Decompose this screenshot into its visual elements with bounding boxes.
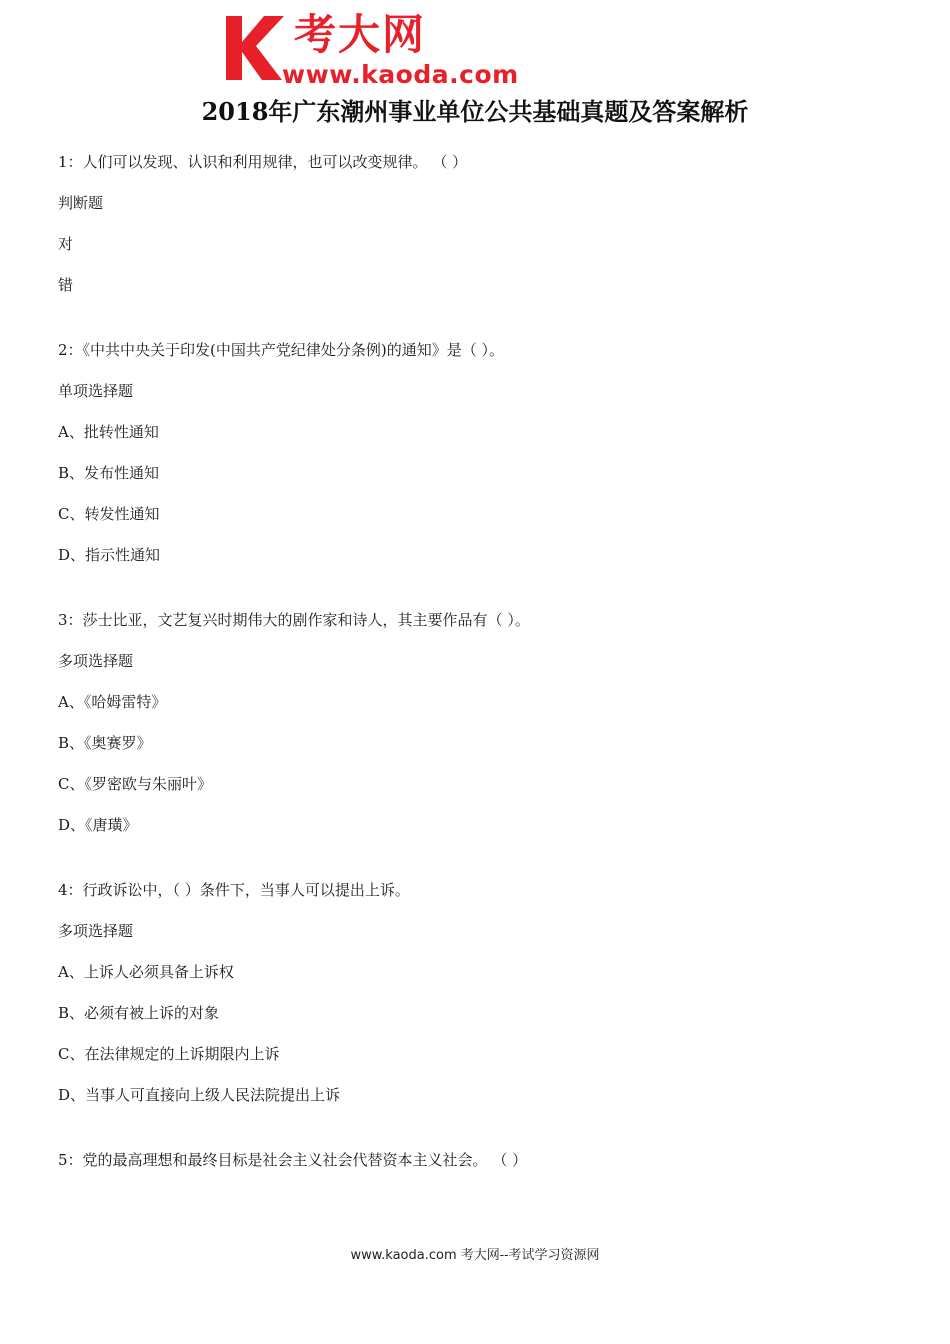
logo-brand-name: 考大网	[294, 10, 427, 59]
question-type: 多项选择题	[58, 652, 134, 670]
option: C、《罗密欧与朱丽叶》	[58, 775, 212, 793]
option: B、必须有被上诉的对象	[58, 1004, 220, 1022]
option: A、《哈姆雷特》	[58, 693, 167, 711]
question-list	[58, 150, 898, 1213]
question-stem: 4：行政诉讼中，（ ）条件下，当事人可以提出上诉。	[58, 881, 410, 899]
option: A、上诉人必须具备上诉权	[58, 963, 234, 981]
kaoda-logo	[222, 10, 542, 92]
page-footer	[0, 1246, 950, 1266]
question-3	[58, 608, 898, 837]
document-title: 2018年广东潮州事业单位公共基础真题及答案解析	[201, 97, 749, 126]
question-stem: 3：莎士比亚，文艺复兴时期伟大的剧作家和诗人，其主要作品有（ ）。	[58, 611, 530, 629]
logo-url: www.kaoda.com	[282, 60, 519, 89]
option: C、转发性通知	[58, 505, 160, 523]
option: C、在法律规定的上诉期限内上诉	[58, 1045, 280, 1063]
option: D、《唐璜》	[58, 816, 138, 834]
question-2	[58, 338, 898, 567]
question-stem: 2：《中共中央关于印发(中国共产党纪律处分条例)的通知》是（ ）。	[58, 341, 505, 359]
option: A、批转性通知	[58, 423, 159, 441]
question-stem: 5：党的最高理想和最终目标是社会主义社会代替资本主义社会。 （ ）	[58, 1151, 528, 1169]
question-type: 多项选择题	[58, 922, 134, 940]
footer-site-url: www.kaoda.com	[350, 1248, 457, 1263]
option: D、指示性通知	[58, 546, 161, 564]
option: 对	[58, 235, 74, 253]
footer-text: 考大网--考试学习资源网	[460, 1248, 600, 1263]
question-stem: 1：人们可以发现、认识和利用规律，也可以改变规律。 （ ）	[58, 153, 468, 171]
option: D、当事人可直接向上级人民法院提出上诉	[58, 1086, 341, 1104]
question-5	[58, 1148, 898, 1172]
option: 错	[58, 276, 74, 294]
question-1	[58, 150, 898, 297]
question-4	[58, 878, 898, 1107]
option: B、《奥赛罗》	[58, 734, 152, 752]
k-logo-icon	[222, 12, 286, 82]
option: B、发布性通知	[58, 464, 160, 482]
question-type: 单项选择题	[58, 382, 134, 400]
question-type: 判断题	[58, 194, 104, 212]
